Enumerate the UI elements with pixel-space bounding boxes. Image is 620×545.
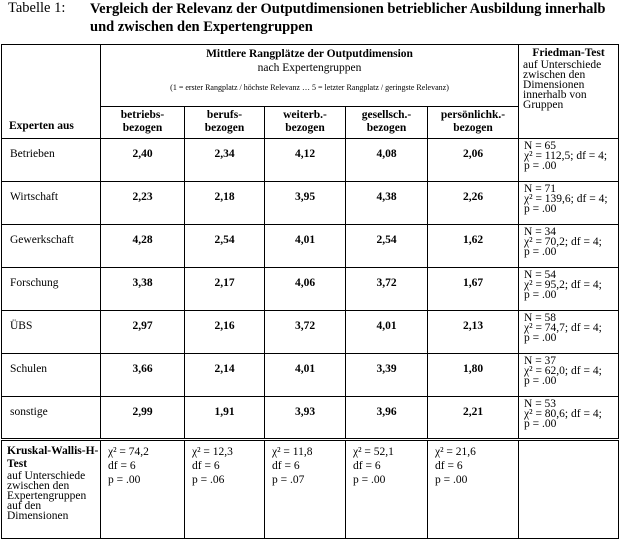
row-label: ÜBS	[2, 311, 101, 354]
table-row	[2, 268, 619, 311]
friedman-p: p = .00	[524, 246, 557, 258]
kruskal-df: df = 6	[192, 460, 220, 472]
friedman-n: N = 65	[524, 140, 557, 152]
row-label: sonstige	[2, 397, 101, 440]
empty-cell	[519, 440, 619, 539]
rank-value: 3,95	[265, 182, 346, 225]
kruskal-cell	[265, 440, 346, 539]
rank-value: 2,97	[101, 311, 185, 354]
rank-value: 2,06	[428, 139, 519, 182]
friedman-p: p = .00	[524, 375, 557, 387]
column-header: weiterb.- bezogen	[265, 107, 346, 139]
group-title: Mittlere Rangplätze der Outputdimension	[206, 48, 413, 60]
friedman-p: p = .00	[524, 289, 557, 301]
friedman-stat	[519, 354, 619, 397]
rank-value: 2,54	[346, 225, 428, 268]
row-label: Gewerkschaft	[2, 225, 101, 268]
kruskal-df: df = 6	[435, 460, 463, 472]
kruskal-p: p = .00	[108, 474, 141, 486]
group-subtitle: nach Expertengruppen	[257, 62, 362, 74]
friedman-n: N = 34	[524, 226, 557, 238]
rank-value: 4,28	[101, 225, 185, 268]
friedman-n: N = 71	[524, 183, 557, 195]
column-header: persönlichk.- bezogen	[428, 107, 519, 139]
table-row	[2, 225, 619, 268]
rank-value: 2,99	[101, 397, 185, 440]
row-label: Schulen	[2, 354, 101, 397]
rank-value: 2,13	[428, 311, 519, 354]
table-row	[2, 311, 619, 354]
rank-value: 2,16	[185, 311, 265, 354]
friedman-title: Friedman-Test	[532, 47, 605, 59]
table-row	[2, 397, 619, 440]
table-row	[2, 139, 619, 182]
friedman-stat	[519, 225, 619, 268]
kruskal-cell	[101, 440, 185, 539]
kruskal-p: p = .07	[272, 474, 305, 486]
rank-value: 4,01	[265, 354, 346, 397]
kruskal-p: p = .00	[353, 474, 386, 486]
friedman-p: p = .00	[524, 160, 557, 172]
rank-value: 2,17	[185, 268, 265, 311]
rank-value: 3,66	[101, 354, 185, 397]
friedman-n: N = 37	[524, 355, 557, 367]
caption-label: Tabelle 1:	[8, 0, 66, 16]
friedman-chi: χ² = 112,5; df = 4;	[524, 150, 608, 162]
rank-value: 4,38	[346, 182, 428, 225]
kruskal-df: df = 6	[108, 460, 136, 472]
friedman-note: auf Unterschiede zwischen den Dimensionen innerhalb von Gruppen	[523, 59, 602, 111]
kruskal-chi: χ² = 74,2	[108, 446, 149, 458]
rank-value: 1,91	[185, 397, 265, 440]
kruskal-cell	[185, 440, 265, 539]
friedman-chi: χ² = 70,2; df = 4;	[524, 236, 602, 248]
table-row	[2, 182, 619, 225]
friedman-stat	[519, 311, 619, 354]
rank-value: 3,96	[346, 397, 428, 440]
column-header: betriebs- bezogen	[101, 107, 185, 139]
rank-value: 3,72	[265, 311, 346, 354]
column-group-header	[101, 45, 519, 107]
rank-value: 4,01	[346, 311, 428, 354]
column-header: gesellsch.- bezogen	[346, 107, 428, 139]
rank-value: 2,40	[101, 139, 185, 182]
kruskal-title: Kruskal-Wallis-H-Test	[7, 445, 99, 470]
kruskal-chi: χ² = 11,8	[272, 446, 313, 458]
rank-value: 1,67	[428, 268, 519, 311]
rank-value: 2,14	[185, 354, 265, 397]
friedman-stat	[519, 182, 619, 225]
friedman-p: p = .00	[524, 203, 557, 215]
rank-value: 1,62	[428, 225, 519, 268]
rank-value: 4,08	[346, 139, 428, 182]
rank-value: 2,34	[185, 139, 265, 182]
friedman-header	[519, 45, 619, 139]
kruskal-label	[2, 440, 101, 539]
rank-value: 1,80	[428, 354, 519, 397]
rank-value: 2,18	[185, 182, 265, 225]
friedman-chi: χ² = 95,2; df = 4;	[524, 279, 602, 291]
kruskal-row	[2, 440, 619, 539]
rank-value: 2,21	[428, 397, 519, 440]
friedman-p: p = .00	[524, 418, 557, 430]
column-header: berufs- bezogen	[185, 107, 265, 139]
friedman-n: N = 53	[524, 398, 557, 410]
kruskal-chi: χ² = 12,3	[192, 446, 233, 458]
data-table	[1, 44, 619, 539]
friedman-stat	[519, 139, 619, 182]
group-note: (1 = erster Rangplatz / höchste Relevanz … 5 = letzter Rangplatz / geringste Relevanz)	[170, 83, 449, 92]
friedman-chi: χ² = 62,0; df = 4;	[524, 365, 602, 377]
kruskal-chi: χ² = 52,1	[353, 446, 394, 458]
rank-value: 3,72	[346, 268, 428, 311]
rank-value: 4,01	[265, 225, 346, 268]
row-label: Betrieben	[2, 139, 101, 182]
caption-title: Vergleich der Relevanz der Outputdimensionen betrieblicher Ausbildung innerhalb und zwischen den Expertengruppen	[90, 1, 606, 35]
rank-value: 4,06	[265, 268, 346, 311]
friedman-stat	[519, 268, 619, 311]
friedman-p: p = .00	[524, 332, 557, 344]
rank-value: 4,12	[265, 139, 346, 182]
friedman-chi: χ² = 80,6; df = 4;	[524, 408, 602, 420]
friedman-stat	[519, 397, 619, 440]
row-header: Experten aus	[2, 45, 101, 139]
rank-value: 2,26	[428, 182, 519, 225]
table-row	[2, 354, 619, 397]
table-body	[2, 139, 619, 440]
row-label: Forschung	[2, 268, 101, 311]
kruskal-p: p = .00	[435, 474, 468, 486]
kruskal-df: df = 6	[353, 460, 381, 472]
kruskal-cell	[346, 440, 428, 539]
kruskal-df: df = 6	[272, 460, 300, 472]
rank-value: 3,39	[346, 354, 428, 397]
friedman-n: N = 58	[524, 312, 557, 324]
kruskal-note: auf Unterschiede zwischen den Expertengruppen auf den Dimensionen	[7, 470, 87, 522]
rank-value: 2,23	[101, 182, 185, 225]
friedman-chi: χ² = 74,7; df = 4;	[524, 322, 602, 334]
kruskal-chi: χ² = 21,6	[435, 446, 476, 458]
rank-value: 3,93	[265, 397, 346, 440]
friedman-n: N = 54	[524, 269, 557, 281]
kruskal-cell	[428, 440, 519, 539]
kruskal-p: p = .06	[192, 474, 225, 486]
row-label: Wirtschaft	[2, 182, 101, 225]
rank-value: 3,38	[101, 268, 185, 311]
friedman-chi: χ² = 139,6; df = 4;	[524, 193, 608, 205]
rank-value: 2,54	[185, 225, 265, 268]
